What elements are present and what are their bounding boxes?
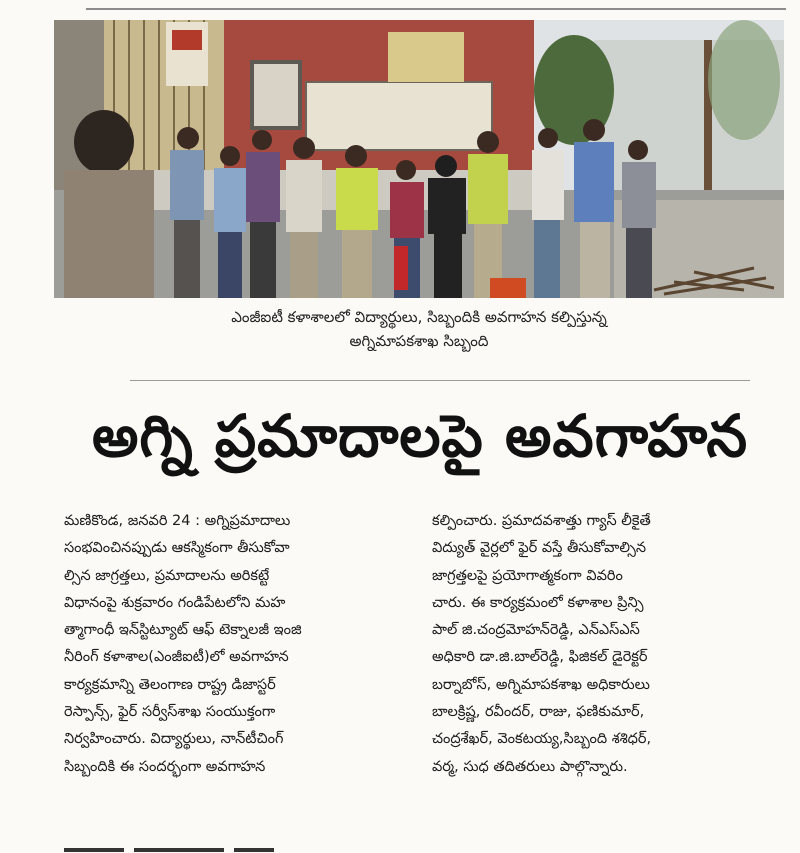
- article-line: వర్మ, సుధ తదితరులు పాల్గొన్నారు.: [432, 758, 628, 775]
- article-column-right: [432, 508, 778, 781]
- article-column-left: [64, 508, 416, 781]
- article-line: అధికారి డా.జి.బాల్‌రెడ్డి, ఫిజికల్ డైరెక్టర్: [432, 649, 648, 666]
- article-line: ల్సిన జాగ్రత్తలు, ప్రమాదాలను అరికట్టే: [64, 567, 270, 584]
- headline: అగ్ని ప్రమాదాలపై అవగాహన: [91, 402, 749, 470]
- article-line: చంద్రశేఖర్, వెంకటయ్య,సిబ్బంది శశిధర్,: [432, 731, 652, 748]
- article-line: చారు. ఈ కార్యక్రమంలో కళాశాల ప్రిన్సి: [432, 594, 644, 611]
- article-line: బాలక్రిష్ణ, రవీందర్, రాజు, ఫణికుమార్,: [432, 704, 645, 721]
- article-line: మణికొండ, జనవరి 24 : అగ్నిప్రమాదాలు: [64, 513, 291, 529]
- section-rule: [130, 380, 750, 381]
- article-line: బర్నాబోస్, అగ్నిమాపకశాఖ అధికారులు: [432, 676, 650, 693]
- article-line: విద్యుత్ వైర్లలో ఫైర్ వస్తే తీసుకోవాల్సిన: [432, 540, 647, 557]
- article-line: పాల్ జి.చంద్రమోహన్‌రెడ్డి, ఎన్‌ఎస్‌ఎస్: [432, 622, 640, 639]
- news-photo: [54, 20, 784, 298]
- article-line: జాగ్రత్తలపై ప్రయోగాత్మకంగా వివరిం: [432, 567, 623, 584]
- caption-line-1: ఎంజీఐటీ కళాశాలలో విద్యార్థులు, సిబ్బందికి అవగాహన కల్పిస్తున్న: [231, 308, 607, 326]
- cut-off-next-article: [64, 840, 344, 853]
- article-line: త్మాగాంధీ ఇన్‌స్టిట్యూట్ ఆఫ్ టెక్నాలజీ ఇంజి: [64, 622, 302, 639]
- article-line: విధానంపై శుక్రవారం గండిపేటలోని మహ: [64, 594, 286, 611]
- photo-caption: [54, 305, 784, 353]
- article-line: నిర్వహించారు. విద్యార్థులు, నాన్‌టీచింగ్: [64, 731, 284, 748]
- article-line: నీరింగ్ కళాశాల(ఎంజీఐటీ)లో అవగాహన: [64, 649, 289, 666]
- article-line: కల్పించారు. ప్రమాదవశాత్తు గ్యాస్ లీకైతే: [432, 513, 651, 529]
- top-rule: [86, 8, 786, 10]
- caption-line-2: అగ్నిమాపకశాఖ సిబ్బంది: [349, 332, 489, 350]
- article-line: కార్యక్రమాన్ని తెలంగాణ రాష్ట్ర డిజాస్టర్: [64, 676, 276, 693]
- article-line: సంభవించినప్పుడు ఆకస్మికంగా తీసుకోవా: [64, 540, 290, 557]
- article-line: రెస్పాన్స్, ఫైర్ సర్వీస్‌శాఖ సంయుక్తంగా: [64, 704, 276, 721]
- article-line: సిబ్బందికి ఈ సందర్భంగా అవగాహన: [64, 758, 266, 775]
